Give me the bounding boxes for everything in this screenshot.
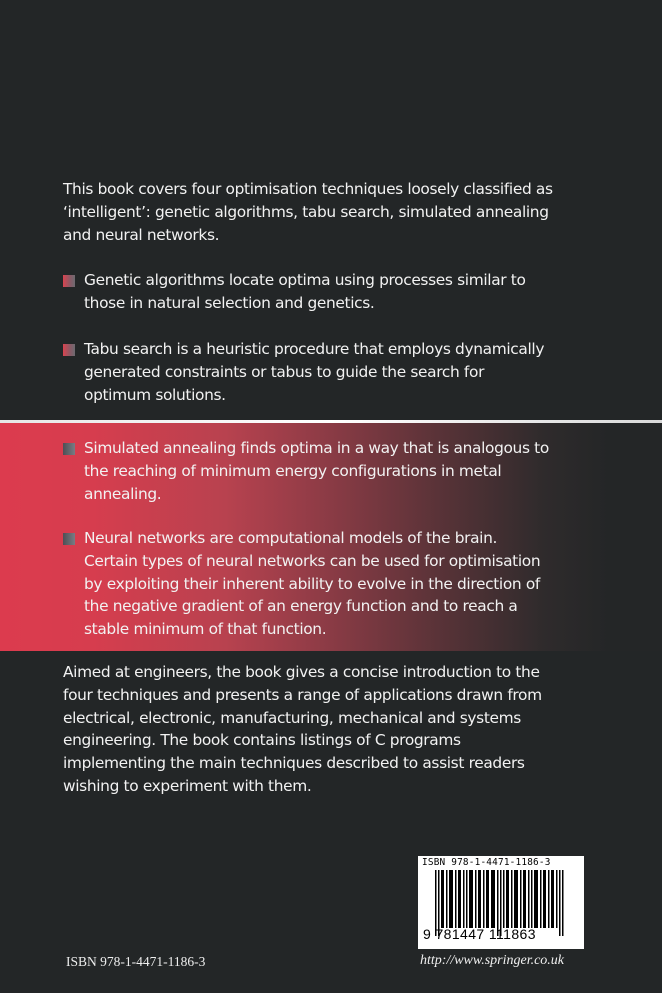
bullet-square-icon [63,533,75,545]
intro-line: ‘intelligent’: genetic algorithms, tabu search, simulated annealing [63,202,549,221]
bullet-line: annealing. [84,484,162,503]
barcode-isbn-label: ISBN 978-1-4471-1186-3 [422,857,551,868]
summary-line: four techniques and presents a range of applications drawn from [63,685,542,704]
summary-line: Aimed at engineers, the book gives a concise introduction to the [63,663,540,681]
barcode-digits: 9 781447 111863 [423,926,536,942]
bullet-line: Neural networks are computational models of the brain. [84,529,498,547]
bullet-line: stable minimum of that function. [84,620,327,639]
red-gradient-band [0,420,662,651]
bullet-line: the negative gradient of an energy function and to reach a [84,597,518,616]
isbn-barcode [418,856,584,949]
intro-line: and neural networks. [63,225,220,244]
summary-paragraph [63,661,583,798]
bullet-line: those in natural selection and genetics. [84,293,375,312]
bullet-line: the reaching of minimum energy configurations in metal [84,461,502,480]
bullet-line: Tabu search is a heuristic procedure that employs dynamically [84,340,545,358]
intro-paragraph [63,178,583,246]
bullet-line: Simulated annealing finds optima in a way that is analogous to [84,439,549,457]
bullet-line: optimum solutions. [84,385,226,404]
bullet-square-icon [63,275,75,287]
bullet-line: by exploiting their inherent ability to evolve in the direction of [84,574,540,593]
footer-isbn: ISBN 978-1-4471-1186-3 [66,954,206,969]
bullet-line: Genetic algorithms locate optima using processes similar to [84,271,526,289]
summary-line: wishing to experiment with them. [63,776,312,795]
summary-line: engineering. The book contains listings of C programs [63,731,461,750]
summary-line: implementing the main techniques described to assist readers [63,754,525,773]
intro-line: This book covers four optimisation techniques loosely classified as [63,180,553,198]
summary-line: electrical, electronic, manufacturing, mechanical and systems [63,708,521,727]
band-top-rule [0,420,662,423]
bullet-line: Certain types of neural networks can be used for optimisation [84,551,541,570]
publisher-url[interactable]: http://www.springer.co.uk [420,953,565,968]
bullet-square-icon [63,344,75,356]
bullet-square-icon [63,443,75,455]
bullet-line: generated constraints or tabus to guide the search for [84,362,485,381]
